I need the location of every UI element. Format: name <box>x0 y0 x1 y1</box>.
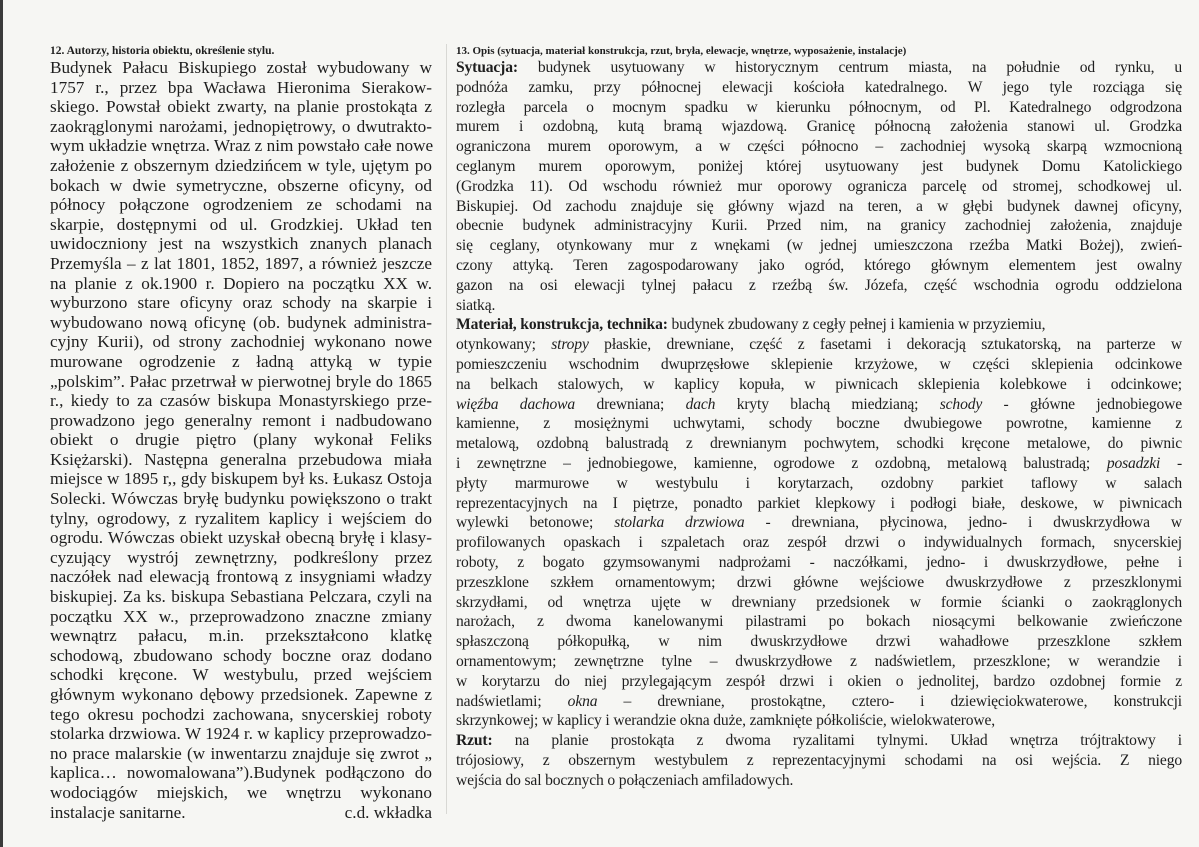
text-line <box>456 652 1182 672</box>
text-line <box>456 375 1182 395</box>
text-segment: Biskupiej. Od zachodu znajduje się główny wjazd na teren, a w głębi budynek dawnej oficyny, <box>456 197 1182 215</box>
text-line <box>456 632 1182 652</box>
text-line: schodki kręcone. W westybulu, przed wejściem <box>50 665 432 685</box>
text-segment: i zewnętrzne – jednobiegowe, kamienne, ogrodowe z ozdobną, metalową balustradą; <box>456 454 1107 472</box>
continued-note: c.d. wkładka <box>344 802 432 822</box>
text-segment: budynek zbudowany z cegły pełnej i kamienia w przyziemiu, <box>667 316 1046 334</box>
text-line <box>456 335 1182 355</box>
text-line <box>456 157 1182 177</box>
text-segment: trójosiowy, z obszernym westybulem z reprezentacyjnymi schodami na osi wejścia. Z niego <box>456 751 1182 769</box>
text-line <box>456 256 1182 276</box>
section-13-description <box>456 44 1182 790</box>
description-text <box>456 58 1182 790</box>
text-segment: reprezentacyjnych na I piętrze, ponadto parkiet klepkowy i podłogi białe, deskowe, w piwnicach <box>456 494 1182 512</box>
text-line <box>456 731 1182 751</box>
text-segment: płyty marmurowe w westybulu i korytarzach, ozdobny parkiet taflowy w salach <box>456 474 1182 492</box>
text-line: skarpie, dostępnymi od ul. Grodzkiej. Układ ten <box>50 214 432 234</box>
text-segment: ornamentowym; zewnętrzne tylne – dwuskrzydłowe z nadświetlem, przeszklone; w werandzie i <box>456 652 1182 670</box>
text-line: no prace malarskie (w inwentarzu znajduje się zwrot „ <box>50 743 432 763</box>
text-segment: wejścia do sal bocznych o połączeniach amfiladowych. <box>456 771 794 789</box>
subsection-label: Sytuacja: <box>456 59 518 76</box>
text-line <box>456 751 1182 771</box>
term-emphasis: okna <box>567 692 598 710</box>
text-line: Księżarski). Następna generalna przebudowa miała <box>50 449 432 469</box>
section-12-history <box>50 44 432 822</box>
text-line: zaokrąglonymi narożami, jednopiętrowy, o dwutrakto- <box>50 116 432 136</box>
text-segment: kamienne, z mosiężnymi uchwytami, schody boczne dwubiegowe powrotne, kamienne z <box>456 415 1182 433</box>
text-line <box>456 593 1182 613</box>
text-line: założenie z obszernym dziedzińcem w tyle, ujętym po <box>50 155 432 175</box>
text-line: ogrodu. Wówczas obiekt uzyskał obecną bryłę i klasy- <box>50 528 432 548</box>
text-line <box>456 612 1182 632</box>
text-line: na planie z ok.1900 r. Dopiero na początku XX w. <box>50 273 432 293</box>
text-segment: metalową, ozdobną balustradą z drewnianym pochwytem, schodki kręcone metalowe, do piwnic <box>456 435 1182 453</box>
text-line: wyburzono stare oficyny oraz schody na skarpie i <box>50 293 432 313</box>
text-line <box>456 553 1182 573</box>
text-segment: obecnie budynek administracyjny Kurii. Przed nim, na granicy zachodniej założenia, znajduje <box>456 217 1182 235</box>
text-line: 1757 r., przez bpa Wacława Hieronima Sierakow- <box>50 77 432 97</box>
text-segment: w korytarzu do niej przylegającym zespół drzwi i okien o jednolitej, bardzo ozdobnej formie z <box>456 672 1182 690</box>
scan-edge <box>0 0 3 847</box>
text-line <box>456 513 1182 533</box>
text-line: schodową, zbudowano schody boczne oraz dodano <box>50 645 432 665</box>
text-line: tego okresu pochodzi zachowana, snycerskiej roboty <box>50 704 432 724</box>
text-line: wodociągów miejskich, we wnętrzu wykonano <box>50 782 432 802</box>
section-12-heading: 12. Autorzy, historia obiektu, określenie stylu. <box>50 45 275 57</box>
text-line <box>456 276 1182 296</box>
text-segment: budynek usytuowany w historycznym centrum miasta, na południe od rynku, u <box>517 59 1182 76</box>
text-segment: nadświetlami; <box>456 692 568 710</box>
history-text <box>50 58 432 803</box>
text-line <box>456 355 1182 375</box>
subsection-label: Rzut: <box>456 732 493 750</box>
text-segment: - drewniana, płycinowa, jedno- i dwuskrzydłowa w <box>744 514 1183 532</box>
text-segment: narożach, z dwoma kanelowanymi pilastrami po bokach niosącymi belkowanie zwieńczone <box>456 613 1182 631</box>
text-line <box>456 58 1182 78</box>
text-segment: się ceglany, otynkowany mur z wnękami (w jednej umieszczona rzeźba Matki Bożej), zwień- <box>456 237 1182 255</box>
text-line: skiego. Powstał obiekt zwarty, na planie prostokąta z <box>50 97 432 117</box>
term-emphasis: schody <box>939 395 983 413</box>
text-segment: ograniczona murem oporowym, a w części północno – zachodniej wysoką skarpą wzmocnioną <box>456 138 1182 156</box>
text-segment: – drewniane, prostokątne, cztero- i dziewięciokwaterowe, konstrukcji <box>597 692 1182 710</box>
text-line: miejsce w 1895 r,, gdy biskupem był ks. Łukasz Ostoja <box>50 469 432 489</box>
text-line <box>456 711 1182 731</box>
text-line <box>456 494 1182 514</box>
term-emphasis: więźba dachowa <box>456 395 576 413</box>
text-line <box>456 395 1182 415</box>
text-line <box>456 177 1182 197</box>
text-segment: wylewki betonowe; <box>456 514 615 532</box>
text-line <box>456 98 1182 118</box>
text-segment: czony attyką. Teren zagospodarowany jako ogród, którego głównym elementem jest owalny <box>456 256 1182 274</box>
text-line: Przemyśla – z lat 1801, 1852, 1897, a również jeszcze <box>50 253 432 273</box>
text-segment: drewniana; <box>575 395 686 413</box>
text-segment: na planie prostokąta z dwoma ryzalitami tylnymi. Układ wnętrza trójtraktowy i <box>492 732 1182 750</box>
text-segment: kryty blachą miedzianą; <box>715 395 940 413</box>
text-segment: gazon na osi elewacji tylnej pałacu z rzeźbą św. Józefa, część wschodnia ogrodu oddzielona <box>456 276 1182 294</box>
term-emphasis: posadzki <box>1106 454 1161 472</box>
text-segment: - <box>1160 454 1182 472</box>
text-line: obiekt o drugie piętro (plany wykonał Feliks <box>50 430 432 450</box>
text-line: kaplica… nowomalowana”).Budynek podłączono do <box>50 763 432 783</box>
text-line: bokach w dwie symetryczne, obszerne oficyny, od <box>50 175 432 195</box>
text-segment: na belkach stalowych, w kaplicy kopuła, w piwnicach sklepienia kolebkowe i odcinkowe; <box>456 375 1182 393</box>
text-segment: podnóża zamku, przy północnej elewacji kościoła katedralnego. W jego tyle rozciąga się <box>456 78 1182 96</box>
text-line: cyzujący wystrój zewnętrzny, podkreślony przez <box>50 547 432 567</box>
text-line: początku XX w., przeprowadzono znaczne zmiany <box>50 606 432 626</box>
text-line: murowane ogrodzenie z ładną attyką w typie <box>50 351 432 371</box>
text-segment: siatką. <box>456 296 496 314</box>
text-segment: - główne jednobiegowe <box>982 395 1183 413</box>
text-line: uwidoczniony jest na wszystkich znanych planach <box>50 234 432 254</box>
text-segment: płaskie, drewniane, część z fasetami i dekoracją sztukatorską, na parterze w <box>588 336 1182 354</box>
text-line <box>456 296 1182 316</box>
text-line: wewnątrz pałacu, m.in. przekształcono klatkę <box>50 626 432 646</box>
text-line: biskupiej. Za ks. biskupa Sebastiana Pelczara, czyli na <box>50 587 432 607</box>
text-line: cyjny Kurii), od strony zachodniej wykonano nowe <box>50 332 432 352</box>
text-line: północy połączone ogrodzeniem ze schodami na <box>50 195 432 215</box>
text-segment: rozległa parcela o mocnym spadku w kierunku północnym, od Pl. Katedralnego odgrodzona <box>456 98 1182 116</box>
text-line: Budynek Pałacu Biskupiego został wybudowany w <box>50 58 432 77</box>
text-line <box>456 434 1182 454</box>
text-segment: otynkowany; <box>456 336 552 354</box>
text-line <box>456 78 1182 98</box>
text-line <box>456 197 1182 217</box>
text-line: głównym wykonano dębowy przedsionek. Zapewne z <box>50 685 432 704</box>
text-segment: ceglanym murem oporowym, poniżej której usytuowany jest budynek Domu Katolickiego <box>456 157 1182 175</box>
text-line: wym układzie wnętrza. Wraz z nim powstało całe nowe <box>50 136 434 156</box>
term-emphasis: dach <box>685 395 716 413</box>
text-line <box>456 474 1182 494</box>
text-line <box>456 454 1182 474</box>
text-line <box>456 533 1182 553</box>
text-line <box>456 216 1182 236</box>
text-line: prowadzono jego generalny remont i nadbudowano <box>50 410 432 430</box>
subsection-label: Materiał, konstrukcja, technika: <box>456 316 668 334</box>
text-line: Solecki. Wówczas bryłę budynku powiększono o trakt <box>50 489 432 509</box>
text-line: tylny, ogrodowy, z ryzalitem kaplicy i wejściem do <box>50 508 432 528</box>
text-line: wybudowano nową oficynę (ob. budynek administra- <box>50 312 432 332</box>
text-segment: murem i ozdobną, kutą bramą wjazdową. Granicę północną założenia stanowi ul. Grodzka <box>456 118 1182 136</box>
text-segment: skrzynkowej; w kaplicy i werandzie okna duże, zamknięte półkoliście, wielokwaterowe, <box>456 712 996 730</box>
text-line <box>456 672 1182 692</box>
text-line <box>456 692 1182 712</box>
text-line <box>456 137 1182 157</box>
text-line: r., kiedy to za czasów biskupa Monastyrskiego prze- <box>50 391 432 411</box>
text-segment: pomieszczeniu wschodnim dwuprzęsłowe sklepienie krzyżowe, w części sklepienia odcinkowe <box>456 355 1182 373</box>
text-segment: przeszklone szkłem ornamentowym; drzwi główne wejściowe dwuskrzydłowe z przeszklonymi <box>456 573 1182 591</box>
text-segment: profilowanych opaskach i szpaletach oraz zespół drzwi o indywidualnych formach, snycerskiej <box>456 534 1182 552</box>
history-final-line <box>50 803 432 823</box>
history-last-text: instalacje sanitarne. <box>50 802 186 822</box>
section-13-heading: 13. Opis (sytuacja, materiał konstrukcja, rzut, bryła, elewacje, wnętrze, wyposażenie, instalacje) <box>456 45 907 57</box>
text-line <box>456 771 1182 791</box>
text-segment: skrzydłami, od wnętrza ujęte w drewniany przedsionek w formie ścianki o zaokrąglonych <box>456 593 1182 611</box>
text-line <box>456 315 1182 335</box>
text-segment: (Grodzka 11). Od wschodu również mur oporowy ogranicza parcelę od stromej, schodkowej ul. <box>456 177 1182 195</box>
text-line <box>456 236 1182 256</box>
text-line <box>456 414 1182 434</box>
text-segment: spłaszczoną półkopułką, w nim dwuskrzydłowe drzwi wahadłowe przeszklone szkłem <box>456 633 1182 651</box>
text-line: naczółek nad elewacją frontową z insygniami władzy <box>50 567 432 587</box>
text-line: stolarka drzwiowa. W 1924 r. w kaplicy przeprowadzo- <box>50 724 432 744</box>
text-line <box>456 117 1182 137</box>
text-segment: roboty, z bogato gzymsowanymi nadprożami - naczółkami, jedno- i dwuskrzydłowe, pełne i <box>456 553 1182 571</box>
text-line <box>456 573 1182 593</box>
term-emphasis: stolarka drzwiowa <box>614 514 745 532</box>
term-emphasis: stropy <box>551 336 589 354</box>
column-divider <box>446 44 447 814</box>
text-line: „polskim”. Pałac przetrwał w pierwotnej bryle do 1865 <box>50 371 432 391</box>
